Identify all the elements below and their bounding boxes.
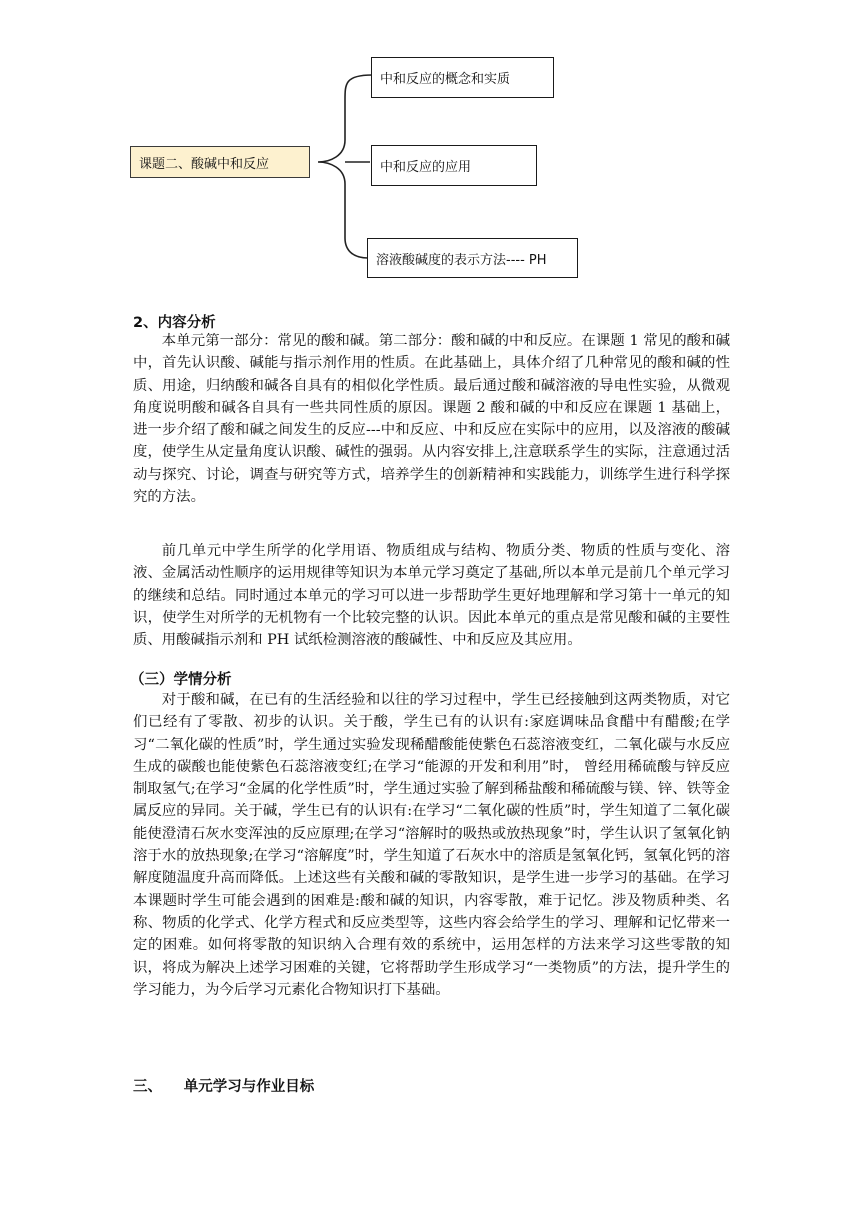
content-analysis-heading: 2、内容分析 (133, 315, 216, 331)
mindmap-root: 课题二、酸碱中和反应 (130, 146, 310, 178)
mindmap-branch-application: 中和反应的应用 (371, 145, 537, 186)
content-analysis-paragraph-1: 本单元第一部分：常见的酸和碱。第二部分：酸和碱的中和反应。在课题 1 常见的酸和碱中，首先认识酸、碱能与指示剂作用的性质。在此基础上，具体介绍了几种常见的酸和碱的性质、用途，归纳酸和碱各自具有的相似化学性质。最后通过酸和碱溶液的导电性实验，从微观角度说明酸和碱各自具有一些共同性质的原因。课题 2 酸和碱的中和反应在课题 1 基础上，进一步介绍了酸和碱之间发生的反应---中和反应、中和反应在实际中的应用，以及溶液的酸碱度，使学生从定量角度认识酸、碱性的强弱。从内容安排上,注意联系学生的实际，注意通过活动与探究、讨论，调查与研究等方式，培养学生的创新精神和实践能力，训练学生进行科学探究的方法。 (133, 333, 730, 506)
unit-goals-heading: 三、 单元学习与作业目标 (133, 1079, 315, 1095)
learning-analysis-paragraph: 对于酸和碱，在已有的生活经验和以往的学习过程中，学生已经接触到这两类物质，对它们已经有了零散、初步的认识。关于酸，学生已有的认识有:家庭调味品食醋中有醋酸;在学习“二氧化碳的性质”时，学生通过实验发现稀醋酸能使紫色石蕊溶液变红，二氧化碳与水反应生成的碳酸也能使紫色石蕊溶液变红;在学习“能源的开发和利用”时， 曾经用稀硫酸与锌反应制取氢气;在学习“金属的化学性质”时，学生通过实验了解到稀盐酸和稀硫酸与镁、锌、铁等金属反应的异同。关于碱，学生已有的认识有:在学习“二氧化碳的性质”时，学生知道了二氧化碳能使澄清石灰水变浑浊的反应原理;在学习“溶解时的吸热或放热现象”时，学生认识了氢氧化钠溶于水的放热现象;在学习“溶解度”时，学生知道了石灰水中的溶质是氢氧化钙，氢氧化钙的溶解度随温度升高而降低。上述这些有关酸和碱的零散知识，是学生进一步学习的基础。在学习本课题时学生可能会遇到的困难是:酸和碱的知识，内容零散，难于记忆。涉及物质种类、名称、物质的化学式、化学方程式和反应类型等，这些内容会给学生的学习、理解和记忆带来一定的困难。如何将零散的知识纳入合理有效的系统中，运用怎样的方法来学习这些零散的知识，将成为解决上述学习困难的关键，它将帮助学生形成学习“一类物质”的方法，提升学生的学习能力，为今后学习元素化合物知识打下基础。 (133, 692, 730, 998)
learning-analysis-heading: （三）学情分析 (130, 672, 232, 688)
mindmap-branch-ph: 溶液酸碱度的表示方法---- PH (367, 238, 578, 278)
mindmap-branch-concept: 中和反应的概念和实质 (371, 57, 554, 98)
content-analysis-paragraph-2: 前几单元中学生所学的化学用语、物质组成与结构、物质分类、物质的性质与变化、溶液、金属活动性顺序的运用规律等知识为本单元学习奠定了基础,所以本单元是前几个单元学习的继续和总结。同时通过本单元的学习可以进一步帮助学生更好地理解和学习第十一单元的知识，使学生对所学的无机物有一个比较完整的认识。因此本单元的重点是常见酸和碱的主要性质、用酸碱指示剂和 PH 试纸检测溶液的酸碱性、中和反应及其应用。 (133, 543, 730, 649)
